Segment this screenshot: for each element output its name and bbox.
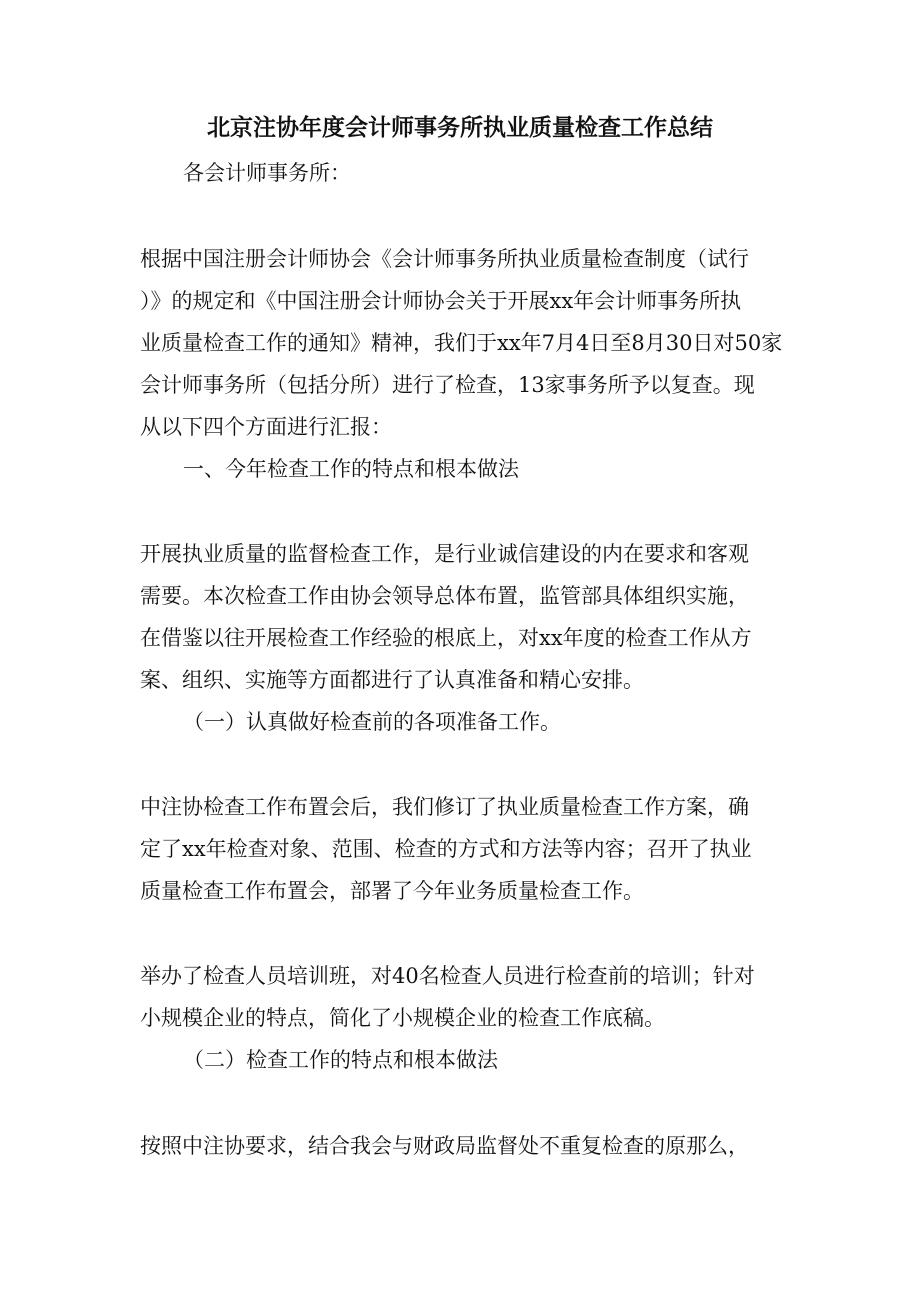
subsection-heading: （一）认真做好检查前的各项准备工作。 (183, 710, 561, 734)
paragraph-line: 开展执业质量的监督检查工作，是行业诚信建设的内在要求和客观 (140, 542, 749, 566)
paragraph-line: 按照中注协要求，结合我会与财政局监督处不重复检查的原那么， (140, 1134, 749, 1158)
paragraph-line: 业质量检查工作的通知》精神，我们于xx年7月4日至8月30日对50家 (140, 331, 783, 355)
paragraph-line: 中注协检查工作布置会后，我们修订了执业质量检查工作方案，确 (140, 795, 749, 819)
paragraph-line: 小规模企业的特点，简化了小规模企业的检查工作底稿。 (140, 1006, 665, 1030)
paragraph-line: 在借鉴以往开展检查工作经验的根底上，对xx年度的检查工作从方 (140, 626, 752, 650)
paragraph-line: 质量检查工作布置会，部署了今年业务质量检查工作。 (140, 879, 644, 903)
paragraph-line: 从以下四个方面进行汇报： (140, 415, 392, 439)
subsection-heading: （二）检查工作的特点和根本做法 (183, 1048, 498, 1072)
paragraph-line: 案、组织、实施等方面都进行了认真准备和精心安排。 (140, 668, 644, 692)
document-title: 北京注协年度会计师事务所执业质量检查工作总结 (207, 114, 713, 141)
salutation: 各会计师事务所： (183, 161, 351, 185)
paragraph-line: 定了xx年检查对象、范围、检查的方式和方法等内容；召开了执业 (140, 837, 752, 861)
paragraph-line: 需要。本次检查工作由协会领导总体布置，监管部具体组织实施， (140, 584, 749, 608)
paragraph-line: 根据中国注册会计师协会《会计师事务所执业质量检查制度（试行 (140, 247, 749, 271)
paragraph-line: 会计师事务所（包括分所）进行了检查，13家事务所予以复查。现 (140, 373, 755, 397)
section-heading: 一、今年检查工作的特点和根本做法 (183, 457, 519, 481)
paragraph-line: 举办了检查人员培训班，对40名检查人员进行检查前的培训；针对 (140, 964, 755, 988)
paragraph-line: ）》的规定和《中国注册会计师协会关于开展xx年会计师事务所执 (140, 289, 742, 313)
